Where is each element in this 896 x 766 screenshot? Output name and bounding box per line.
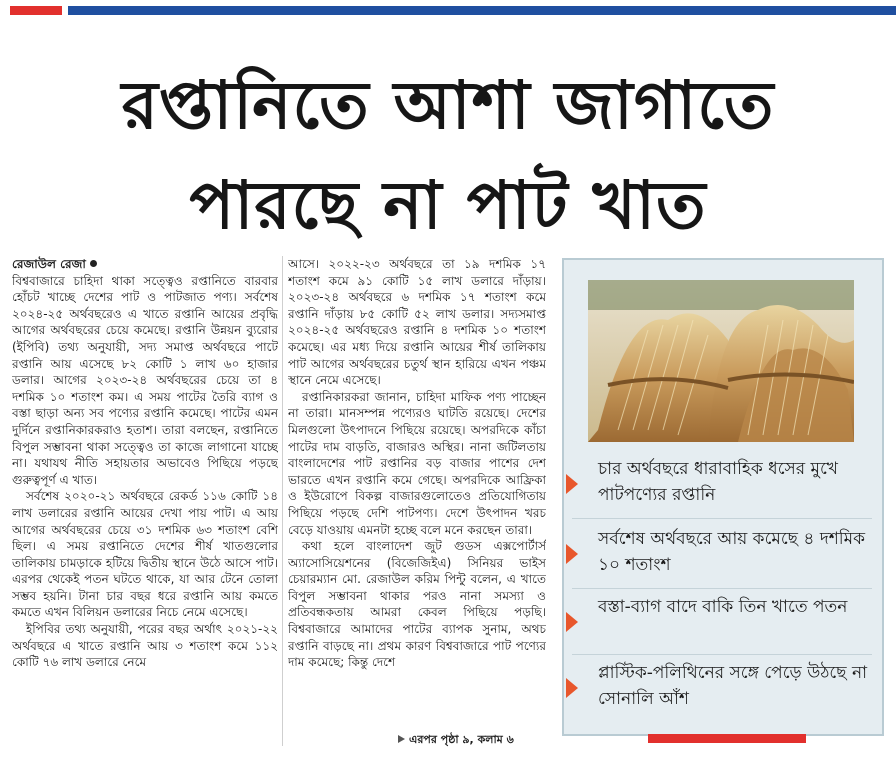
triangle-bullet-icon [566,474,578,494]
highlight-text-2: সর্বশেষ অর্থবছরে আয় কমেছে ৪ দশমিক ১০ শতাংশ [598,529,866,575]
headline [0,56,896,256]
triangle-bullet-icon [566,544,578,564]
article-column-2 [288,256,546,736]
highlight-point-2 [572,526,872,582]
arrow-right-icon [398,735,405,743]
highlight-text-3: বস্তা-ব্যাগ বাদে বাকি তিন খাতে পতন [598,597,848,617]
jute-bundles-photo [588,280,854,442]
highlight-point-3 [572,594,872,650]
sidebar-accent-bar [648,734,806,743]
highlight-text-1: চার অর্থবছরে ধারাবাহিক ধসের মুখে পাটপণ্যের রপ্তানি [598,459,838,505]
column-divider [282,256,283,746]
article-column-1 [12,256,278,756]
highlight-point-4 [572,660,872,716]
highlight-divider [572,654,872,655]
byline: রেজাউল রেজা [12,257,86,271]
highlight-divider [572,518,872,519]
continued-text: এরপর পৃষ্ঠা ৯, কলাম ৬ [409,733,514,746]
column-2-paragraph-3: কথা হলে বাংলাদেশ জুট গুডস এক্সপোর্টার্স অ্যাসোসিয়েশনের (বিজেজিইএ) সিনিয়র ভাইস চেয়ারম্যান মো. রেজাউল করিম পিন্টু বলেন, এ খাতে বিপুল সম্ভাবনা থাকার পরও নানা সমস্যা ও প্রতিবন্ধকতায় আমরা কেবল পিছিয়ে পড়ছি। বিশ্ববাজারে আমাদের পাটের ব্যাপক সুনাম, অথচ রপ্তানি বাড়ছে না। প্রথম কারণ বিশ্ববাজারে পাট পণ্যের দাম কমেছে; কিন্তু দেশে [288,539,546,670]
headline-line-2: পারছে না পাট খাত [189,167,707,244]
top-bar-red [10,6,62,15]
highlight-divider [572,588,872,589]
triangle-bullet-icon [566,678,578,698]
highlight-text-4: প্লাস্টিক-পলিথিনের সঙ্গে পেড়ে উঠছে না সোনালি আঁশ [598,663,868,709]
column-1-paragraph-3: ইপিবির তথ্য অনুযায়ী, পরের বছর অর্থাৎ ২০২১-২২ অর্থবছরে এ খাতে রপ্তানি আয় ৩ শতাংশ কমে ১১২ কোটি ৭৬ লাখ ডলারে নেমে [12,622,278,670]
top-bar-blue [68,6,896,15]
jute-bundles-illustration [588,280,854,442]
triangle-bullet-icon [566,612,578,632]
headline-line-1: রপ্তানিতে আশা জাগাতে [121,67,775,144]
column-2-paragraph-1: আসে। ২০২২-২৩ অর্থবছরে তা ১৯ দশমিক ১৭ শতাংশ কমে ৯১ কোটি ১৫ লাখ ডলারে দাঁড়ায়। ২০২৩-২৪ অর্থবছরে ৬ দশমিক ১৭ শতাংশ কমে রপ্তানি দাঁড়ায় ৮৫ কোটি ৫২ লাখ ডলার। সদ্যসমাপ্ত ২০২৪-২৫ অর্থবছরেও রপ্তানি ৪ দশমিক ১০ শতাংশ কমেছে। এর মধ্য দিয়ে রপ্তানি আয়ের শীর্ষ তালিকায় পাট আগের অর্থবছরের চতুর্থ স্থান হারিয়ে এখন পঞ্চম স্থানে নেমে এসেছে। [288,257,546,388]
byline-row [12,256,278,273]
column-1-paragraph-1: বিশ্ববাজারে চাহিদা থাকা সত্ত্বেও রপ্তানিতে বারবার হোঁচট খাচ্ছে দেশের পাট ও পাটজাত পণ্য। সর্বশেষ ২০২৪-২৫ অর্থবছরেও এ খাতে রপ্তানি আয়ের প্রবৃদ্ধি আগের অর্থবছরের চেয়ে কমেছে। রপ্তানি উন্নয়ন ব্যুরোর (ইপিবি) তথ্য অনুযায়ী, সদ্য সমাপ্ত অর্থবছরে পাটে রপ্তানি আয় এসেছে ৮২ কোটি ১ লাখ ৬০ হাজার ডলার। আগের ২০২৩-২৪ অর্থবছরের চেয়ে তা ৪ দশমিক ১০ শতাংশ কম। এ সময় পাটের তৈরি ব্যাগ ও বস্তা ছাড়া অন্য সব পণ্যের রপ্তানি কমেছে। পাটের এমন দুর্দিনে রপ্তানিকারকরাও হতাশ। তারা বলছেন, রপ্তানিতে বিপুল সম্ভাবনা থাকা সত্ত্বেও তা কাজে লাগানো যাচ্ছে না। যথাযথ নীতি সহায়তার অভাবেও পিছিয়ে পড়ছে গুরুত্বপূর্ণ এ খাত। [12,273,278,487]
column-2-paragraph-2: রপ্তানিকারকরা জানান, চাহিদা মাফিক পণ্য পাচ্ছেন না তারা। মানসম্পন্ন পণ্যেরও ঘাটতি রয়েছে। দেশের মিলগুলো উৎপাদনে পিছিয়ে রয়েছে। অপরদিকে কাঁচা পাটের দাম বাড়তি, বাজারও অস্থির। নানা জটিলতায় বাংলাদেশের পাট রপ্তানির বড় বাজার পাশের দেশ ভারতে এখন রপ্তানি কমে গেছে। অপরদিকে আফ্রিকা ও ইউরোপে বিকল্প বাজারগুলোতেও প্রতিযোগিতায় পিছিয়ে পড়ছে দেশি পাটপণ্য। দেশে উৎপাদন খরচ বেড়ে যাওয়ায় এমনটা হচ্ছে বলে মনে করছেন তারা। [288,389,546,537]
highlight-point-1 [572,456,872,512]
column-1-paragraph-2: সর্বশেষ ২০২০-২১ অর্থবছরে রেকর্ড ১১৬ কোটি ১৪ লাখ ডলারের রপ্তানি আয়ের দেখা পায় পাট। এ আয় আগের অর্থবছরের চেয়ে ৩১ দশমিক ৬৩ শতাংশ বেশি ছিল। এ সময় রপ্তানিতে দেশের শীর্ষ খাতগুলোর তালিকায় চামড়াকে হটিয়ে দ্বিতীয় স্থানে উঠে আসে পাট। এরপর থেকেই পতন ঘটতে থাকে, যা আর টেনে তোলা সম্ভব হয়নি। টানা চার বছর ধরে রপ্তানি আয় কমতে কমতে এখন বিলিয়ন ডলারের নিচে নেমে এসেছে। [12,489,278,620]
byline-dot-icon [90,260,97,267]
continued-notice [398,731,514,750]
